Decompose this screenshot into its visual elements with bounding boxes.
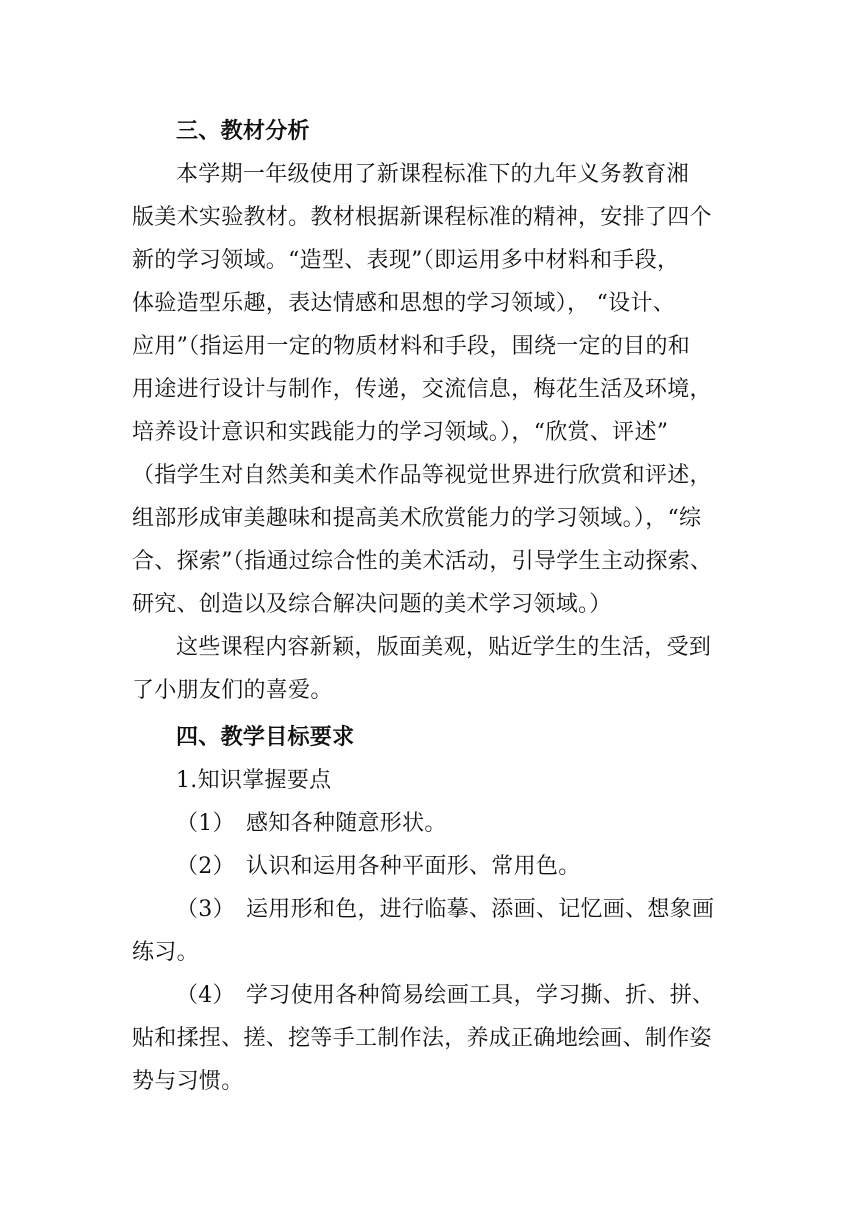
item-text: 认识和运用各种平面形、常用色。 — [246, 854, 581, 879]
paragraph-line: 了小朋友们的喜爱。 — [132, 678, 333, 703]
paragraph-line: 用途进行设计与制作，传递，交流信息，梅花生活及环境， — [132, 377, 712, 402]
subheading: 1.知识掌握要点 — [176, 768, 332, 793]
paragraph-line: 练习。 — [132, 940, 199, 965]
item-text: 感知各种随意形状。 — [246, 811, 447, 836]
section-4-heading: 四、教学目标要求 — [176, 725, 355, 750]
paragraph-line: 合、探索”（指通过综合性的美术活动，引导学生主动探索、 — [132, 549, 713, 574]
paragraph-line: 版美术实验教材。教材根据新课程标准的精神，安排了四个 — [132, 205, 712, 230]
paragraph-line: 研究、创造以及综合解决问题的美术学习领域。） — [132, 592, 612, 617]
paragraph-line: 新的学习领域。“造型、表现”（即运用多中材料和手段， — [132, 248, 680, 273]
paragraph-line: 贴和揉捏、搓、挖等手工制作法，养成正确地绘画、制作姿 — [132, 1026, 712, 1051]
paragraph-line: 组部形成审美趣味和提高美术欣赏能力的学习领域。），“综 — [132, 506, 702, 531]
section-3-heading: 三、教材分析 — [176, 119, 310, 144]
paragraph-line: 体验造型乐趣，表达情感和思想的学习领域）， “设计、 — [132, 291, 676, 316]
item-number: （4） — [176, 983, 235, 1008]
list-item — [176, 852, 776, 882]
item-text: 学习使用各种简易绘画工具，学习撕、折、拼、 — [246, 983, 715, 1008]
paragraph-line: 应用”（指运用一定的物质材料和手段，围绕一定的目的和 — [132, 334, 691, 359]
paragraph-line: （指学生对自然美和美术作品等视觉世界进行欣赏和评述， — [132, 463, 712, 488]
item-text: 运用形和色，进行临摹、添画、记忆画、想象画 — [246, 897, 715, 922]
item-number: （1） — [176, 811, 235, 836]
list-item — [176, 895, 776, 925]
item-number: （2） — [176, 854, 235, 879]
list-item — [176, 809, 776, 839]
paragraph-line: 培养设计意识和实践能力的学习领域。），“欣赏、评述” — [132, 420, 669, 445]
paragraph-line: 势与习惯。 — [132, 1069, 244, 1094]
paragraph-line: 这些课程内容新颖，版面美观，贴近学生的生活，受到 — [176, 635, 712, 660]
list-item — [176, 981, 776, 1011]
item-number: （3） — [176, 897, 235, 922]
paragraph-line: 本学期一年级使用了新课程标准下的九年义务教育湘 — [176, 162, 689, 187]
